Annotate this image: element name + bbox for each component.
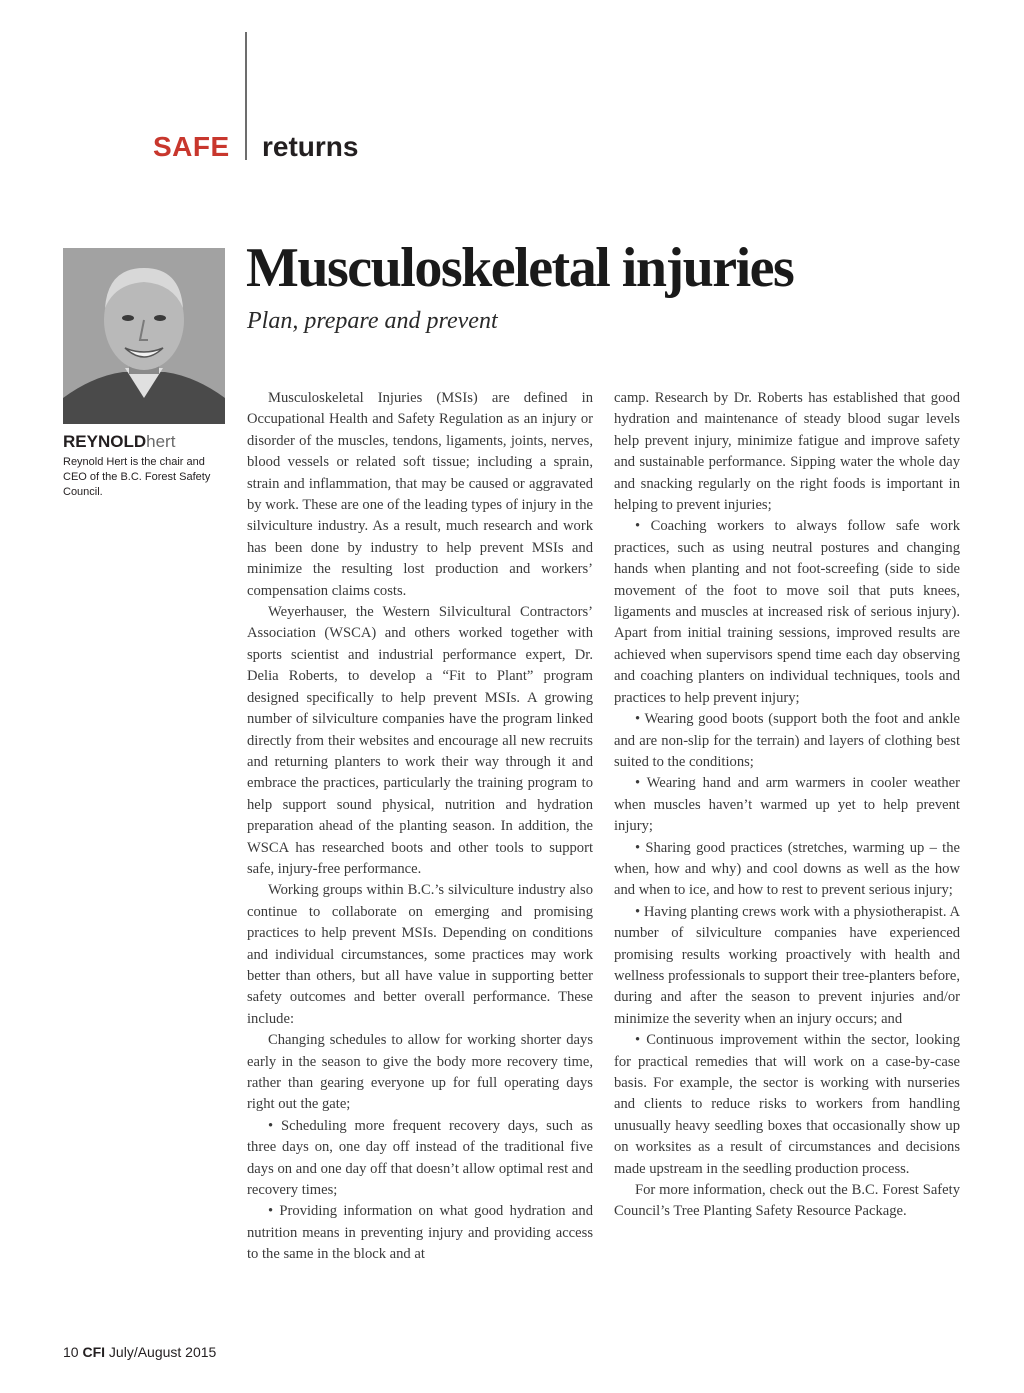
paragraph: Working groups within B.C.’s silviculture industry also continue to collaborate on emerging and promising practices to help prevent MSIs. Depending on conditions and individual circumstances, some practices may work better than others, but all have value in supporting better safety outcomes and better overall performance. These include: — [247, 882, 593, 1027]
author-photo — [63, 248, 225, 424]
section-label-safe: SAFE — [153, 131, 230, 162]
bullet-item: • Providing information on what good hydration and nutrition means in preventing injury and providing access to the same in the block and at — [247, 1203, 593, 1263]
section-divider-line — [245, 32, 247, 160]
page-footer — [63, 1344, 216, 1360]
paragraph: Changing schedules to allow for working shorter days early in the season to give the body more recovery time, rather than gearing everyone up for full operating days right out the gate; — [247, 1032, 593, 1113]
article-column-left — [247, 388, 593, 1266]
magazine-name: CFI — [82, 1344, 106, 1360]
author-last-name: hert — [146, 432, 176, 451]
paragraph: Weyerhauser, the Western Silvicultural Contractors’ Association (WSCA) and others worked together with sports scientist and industrial performance expert, Dr. Delia Roberts, to develop a “Fit to Plant” program designed specifically to help prevent MSIs. A growing number of silviculture companies have the program linked directly from their websites and encourage all new recruits and returning planters to work their way through it and embrace the practices, particularly the training program to help support sound physical, nutrition and hydration preparation ahead of the planting season. In addition, the WSCA has researched boots and other tools to support safe, injury-free performance. — [247, 604, 593, 877]
bullet-item: • Sharing good practices (stretches, warming up – the when, how and why) and cool downs as well as the how and when to ice, and how to rest to prevent serious injury; — [614, 839, 960, 899]
article-subtitle: Plan, prepare and prevent — [247, 308, 498, 334]
article-column-right — [614, 388, 960, 1223]
author-portrait-illustration — [63, 248, 225, 424]
section-label-returns: returns — [262, 131, 359, 162]
bullet-item: • Continuous improvement within the sector, looking for practical remedies that will work on a case-by-case basis. For example, the sector is working with nurseries and clients to reduce risks to workers from handling unusually heavy seedling boxes that occasionally show up on worksites as a result of circumstances and decisions made upstream in the seedling production process. — [614, 1032, 960, 1177]
article-title: Musculoskeletal injuries — [246, 237, 794, 299]
paragraph: camp. Research by Dr. Roberts has established that good hydration and maintenance of steady blood sugar levels help prevent injury, minimize fatigue and improve safety and sustainable performance. Sipping water the whole day and snacking regularly on the right foods is important in helping to prevent injuries; — [614, 390, 960, 514]
author-first-name: REYNOLD — [63, 432, 147, 451]
paragraph: Musculoskeletal Injuries (MSIs) are defined in Occupational Health and Safety Regulation as an injury or disorder of the muscles, tendons, ligaments, joints, nerves, blood vessels or related soft tissue; including a sprain, strain and inflammation, that may be caused or aggravated by work. These are one of the leading types of injury in the silviculture industry. As a result, much research and work has been done by industry to help prevent MSIs and minimize the resulting lost production and workers’ compensation claims costs. — [247, 390, 593, 599]
paragraph: For more information, check out the B.C. Forest Safety Council’s Tree Planting Safety Resource Package. — [614, 1182, 960, 1220]
bullet-item: • Having planting crews work with a physiotherapist. A number of silviculture companies have experienced promising results working proactively with health and wellness professionals to support their tree-planters before, during and after the season to prevent injuries and/or minimize the severity when an injury occurs; and — [614, 903, 960, 1027]
bullet-item: • Coaching workers to always follow safe work practices, such as using neutral postures and changing hands when planting and not foot-screefing (side to side movement of the foot to move soil that puts knees, ligaments and muscles at increased risk of serious injury). Apart from initial training sessions, improved results are achieved when supervisors spend time each day observing and coaching planters on individual techniques, tools and practices to help prevent injury; — [614, 518, 960, 706]
author-name — [63, 431, 223, 453]
author-byline — [63, 431, 223, 500]
page-number: 10 — [63, 1344, 79, 1360]
bullet-item: • Wearing hand and arm warmers in cooler weather when muscles haven’t warmed up yet to help prevent injury; — [614, 775, 960, 835]
issue-date: July/August 2015 — [108, 1344, 217, 1360]
bullet-item: • Wearing good boots (support both the foot and ankle and are non-slip for the terrain) and layers of clothing best suited to the conditions; — [614, 711, 960, 770]
bullet-item: • Scheduling more frequent recovery days, such as three days on, one day off instead of the traditional five days on and one day off that doesn’t allow optimal rest and recovery times; — [247, 1117, 593, 1199]
author-bio: Reynold Hert is the chair and CEO of the B.C. Forest Safety Council. — [63, 456, 211, 498]
